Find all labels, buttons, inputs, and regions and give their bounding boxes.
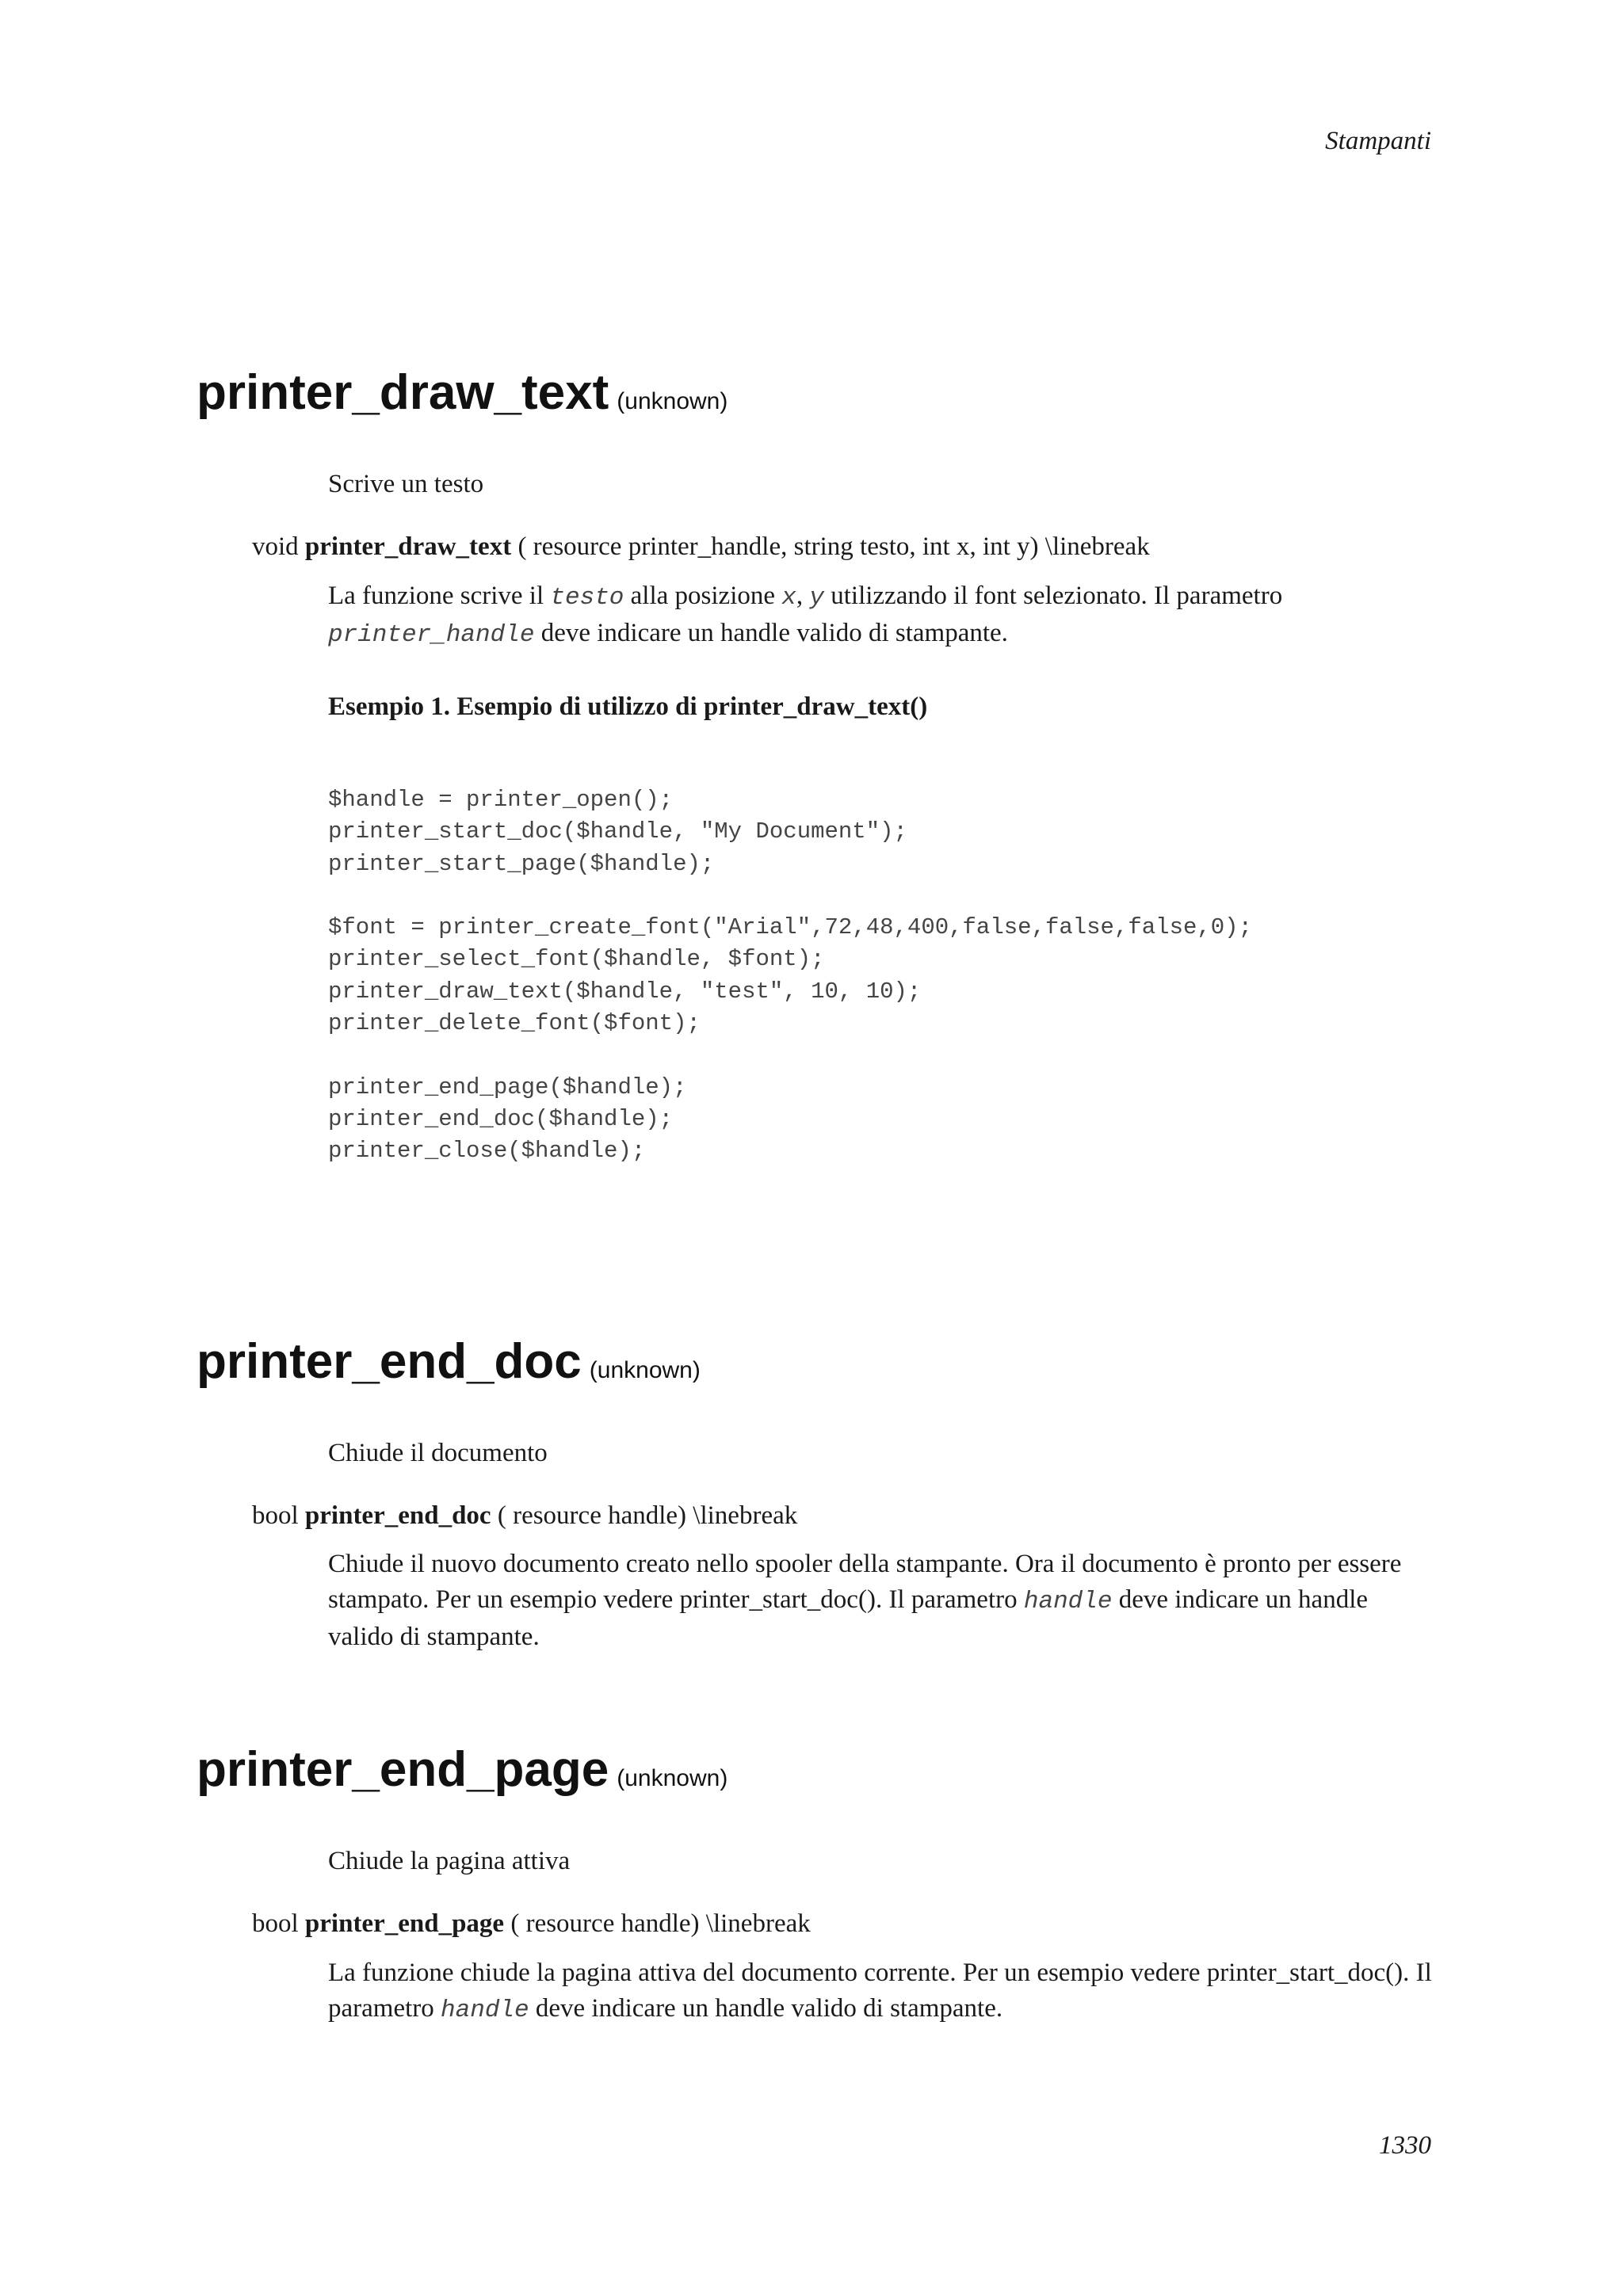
code-line: printer_delete_font($font); [328,1010,701,1037]
param-code: y [809,584,824,612]
synopsis-params: ( resource handle) \linebreak [497,1501,798,1530]
code-line: printer_end_page($handle); [328,1074,687,1100]
param-code: handle [441,1997,529,2024]
page-number: 1330 [1379,2131,1431,2160]
function-name: printer_draw_text [197,365,609,420]
description [328,578,1434,653]
code-line: $font = printer_create_font("Arial",72,48,400,false,false,false,0); [328,914,1252,941]
purpose-text: Chiude il documento [328,1439,548,1467]
param-code: printer_handle [328,621,535,649]
return-type: bool [252,1909,299,1938]
desc-text: deve indicare un handle valido di stampante. [535,1994,1003,2023]
description [328,1547,1434,1655]
synopsis-params: ( resource printer_handle, string testo, int x, int y) \linebreak [517,532,1150,561]
synopsis-params: ( resource handle) \linebreak [510,1909,811,1938]
function-name: printer_end_page [197,1742,609,1797]
purpose-text: Chiude la pagina attiva [328,1847,571,1875]
code-line: printer_close($handle); [328,1138,646,1165]
return-type: bool [252,1501,299,1530]
code-example [328,784,1252,1168]
code-line: printer_end_doc($handle); [328,1105,674,1132]
desc-text: deve indicare un handle valido di stampante. [540,619,1008,647]
code-line: printer_start_doc($handle, "My Document"); [328,818,907,845]
function-synopsis [252,1909,811,1940]
entry-title [197,365,728,420]
function-synopsis [252,1501,797,1532]
synopsis-function-name: printer_draw_text [304,532,512,561]
desc-text: Chiude il nuovo documento creato nello spooler della stampante. Ora il documento è pronto per essere stampato. Per un esempio vedere printer_start_doc(). Il parametro [328,1550,1402,1614]
code-line: printer_draw_text($handle, "test", 10, 10); [328,978,922,1005]
desc-text: , [796,582,804,610]
desc-text: La funzione chiude la pagina attiva del documento corrente. Per un esempio vedere printer_start_doc(). Il parametro [328,1958,1432,2023]
synopsis-function-name: printer_end_page [304,1909,505,1938]
code-line: printer_start_page($handle); [328,850,715,877]
description [328,1955,1434,2028]
version-label: (unknown) [617,388,728,414]
version-label: (unknown) [617,1765,728,1791]
desc-text: La funzione scrive il [328,582,544,610]
entry-title [197,1334,701,1389]
param-code: handle [1023,1588,1113,1615]
version-label: (unknown) [589,1357,701,1383]
purpose-text: Scrive un testo [328,470,484,498]
example-title: Esempio 1. Esempio di utilizzo di printer_draw_text() [328,692,928,721]
function-name: printer_end_doc [197,1334,582,1389]
desc-text: alla posizione [630,582,776,610]
code-line: printer_select_font($handle, $font); [328,946,825,973]
param-code: testo [550,584,624,612]
code-line: $handle = printer_open(); [328,787,674,813]
desc-text: deve indicare un handle valido di stampante. [328,1585,1369,1651]
function-synopsis [252,532,1150,563]
return-type: void [252,532,299,561]
param-code: x [781,584,796,612]
running-header: Stampanti [1325,127,1431,155]
entry-title [197,1742,728,1797]
synopsis-function-name: printer_end_doc [304,1501,491,1530]
desc-text: utilizzando il font selezionato. Il parametro [831,582,1283,610]
